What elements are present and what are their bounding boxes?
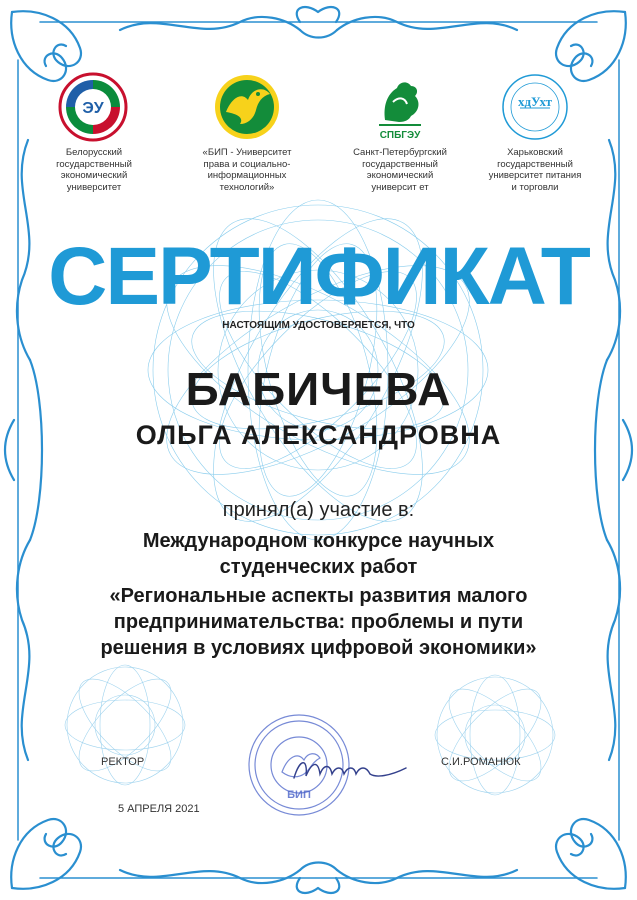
khduht-logo-text: хдУхт	[517, 94, 553, 109]
left-guilloche-rosette	[60, 660, 190, 790]
recipient-first-names: ОЛЬГА АЛЕКСАНДРОВНА	[135, 420, 502, 450]
event-topic: «Региональные аспекты развития малого предпринимательства: проблемы и пути решения в условиях цифровой экономики»	[100, 585, 537, 659]
bip-logo	[212, 72, 282, 142]
certificate-title: СЕРТИФИКАТ	[48, 231, 589, 322]
university-name-khduht: Харьковский государственный университет питания и торговли	[488, 147, 582, 193]
certificate-subtitle: НАСТОЯЩИМ УДОСТОВЕРЯЕТСЯ, ЧТО	[222, 320, 415, 331]
khduht-logo	[500, 72, 570, 142]
beseu-logo-text: ЭУ	[82, 100, 104, 117]
university-name-bip: «БИП - Университет права и социально- информационных технологий»	[202, 147, 292, 193]
rector-label: РЕКТОР	[101, 756, 145, 768]
signer-name: С.И.РОМАНЮК	[441, 756, 521, 768]
participation-line: принял(а) участие в:	[222, 499, 415, 521]
spbgeu-logo	[365, 72, 435, 142]
spbgeu-logo-text: СПБГЭУ	[379, 130, 421, 141]
beseu-logo	[58, 72, 128, 142]
rector-signature	[290, 748, 410, 788]
right-guilloche-rosette	[430, 670, 560, 800]
event-name: Международном конкурсе научных студенческих работ	[142, 530, 495, 578]
recipient-last-name: БАБИЧЕВА	[185, 363, 452, 415]
university-name-spbgeu: Санкт-Петербургский государственный экономический университ ет	[353, 147, 447, 193]
university-name-beseu: Белорусский государственный экономический университет	[56, 147, 132, 193]
issue-date: 5 АПРЕЛЯ 2021	[118, 803, 200, 815]
seal-text: БИП	[287, 789, 311, 801]
